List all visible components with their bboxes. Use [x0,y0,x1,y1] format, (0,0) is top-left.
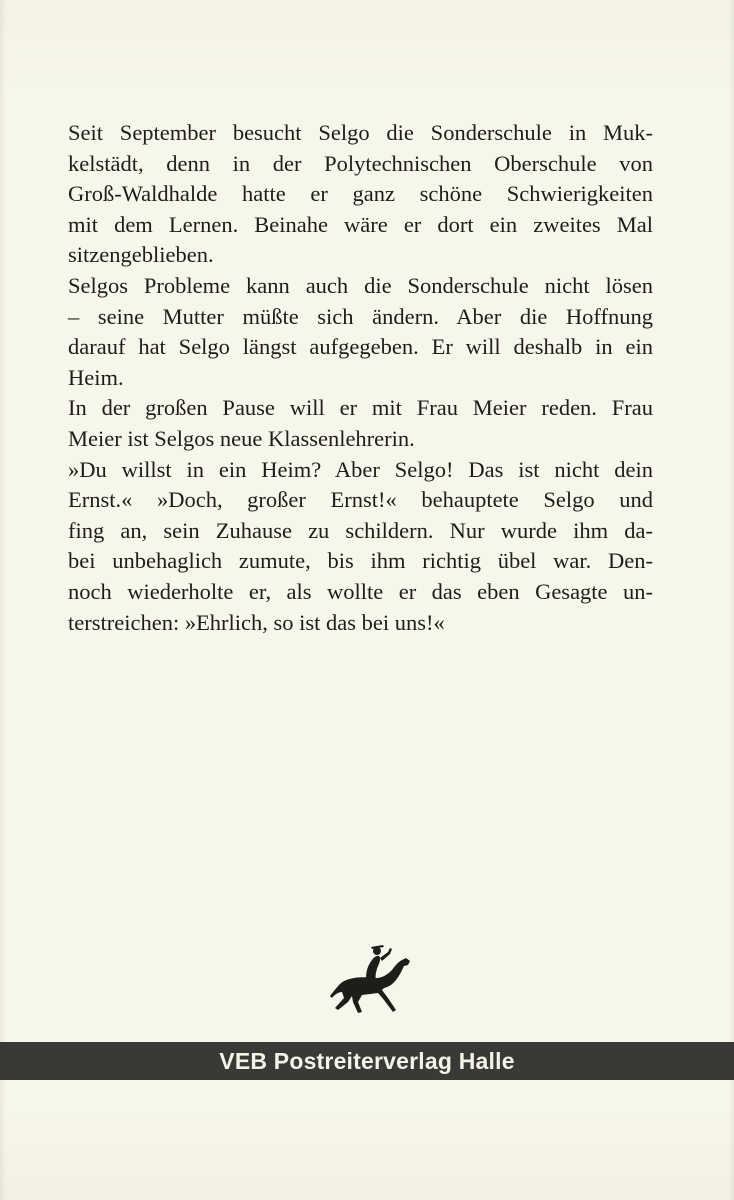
page-edge-shadow-right [728,0,734,1200]
blurb-line: mit dem Lernen. Beinahe wäre er dort ein zweites Mal [68,211,653,237]
blurb-line: Heim. [68,364,124,390]
blurb-line: In der großen Pause will er mit Frau Meier reden. Frau [68,395,653,421]
horse-rider-icon [326,938,416,1018]
blurb-line: darauf hat Selgo längst aufgegeben. Er will deshalb in ein [68,334,653,360]
publisher-band [0,1042,734,1080]
blurb-line: »Du willst in ein Heim? Aber Selgo! Das ist nicht dein [68,456,653,482]
blurb-paragraph-4 [68,455,653,639]
blurb-line: fing an, sein Zuhause zu schildern. Nur wurde ihm da- [68,517,653,543]
blurb-paragraph-2 [68,271,653,393]
blurb-line: noch wiederholte er, als wollte er das eben Gesagte un- [68,578,653,604]
blurb-line: Selgos Probleme kann auch die Sonderschule nicht lösen [68,272,653,298]
blurb-line: Groß-Waldhalde hatte er ganz schöne Schwierigkeiten [68,181,653,207]
page-edge-shadow-left [0,0,6,1200]
blurb-line: Ernst.« »Doch, großer Ernst!« behauptete Selgo und [68,487,653,513]
blurb-line: Meier ist Selgos neue Klassenlehrerin. [68,425,415,451]
blurb-line: bei unbehaglich zumute, bis ihm richtig übel war. Den- [68,548,653,574]
publisher-name: VEB Postreiterverlag Halle [219,1047,515,1074]
blurb-paragraph-3 [68,393,653,454]
blurb-line: terstreichen: »Ehrlich, so ist das bei uns!« [68,609,445,635]
blurb-line: sitzengeblieben. [68,242,214,268]
blurb-text [68,118,653,638]
blurb-line: – seine Mutter müßte sich ändern. Aber die Hoffnung [68,303,653,329]
blurb-line: Seit September besucht Selgo die Sonderschule in Muk- [68,120,653,145]
blurb-line: kelstädt, denn in der Polytechnischen Oberschule von [68,150,653,176]
blurb-paragraph-1 [68,118,653,271]
